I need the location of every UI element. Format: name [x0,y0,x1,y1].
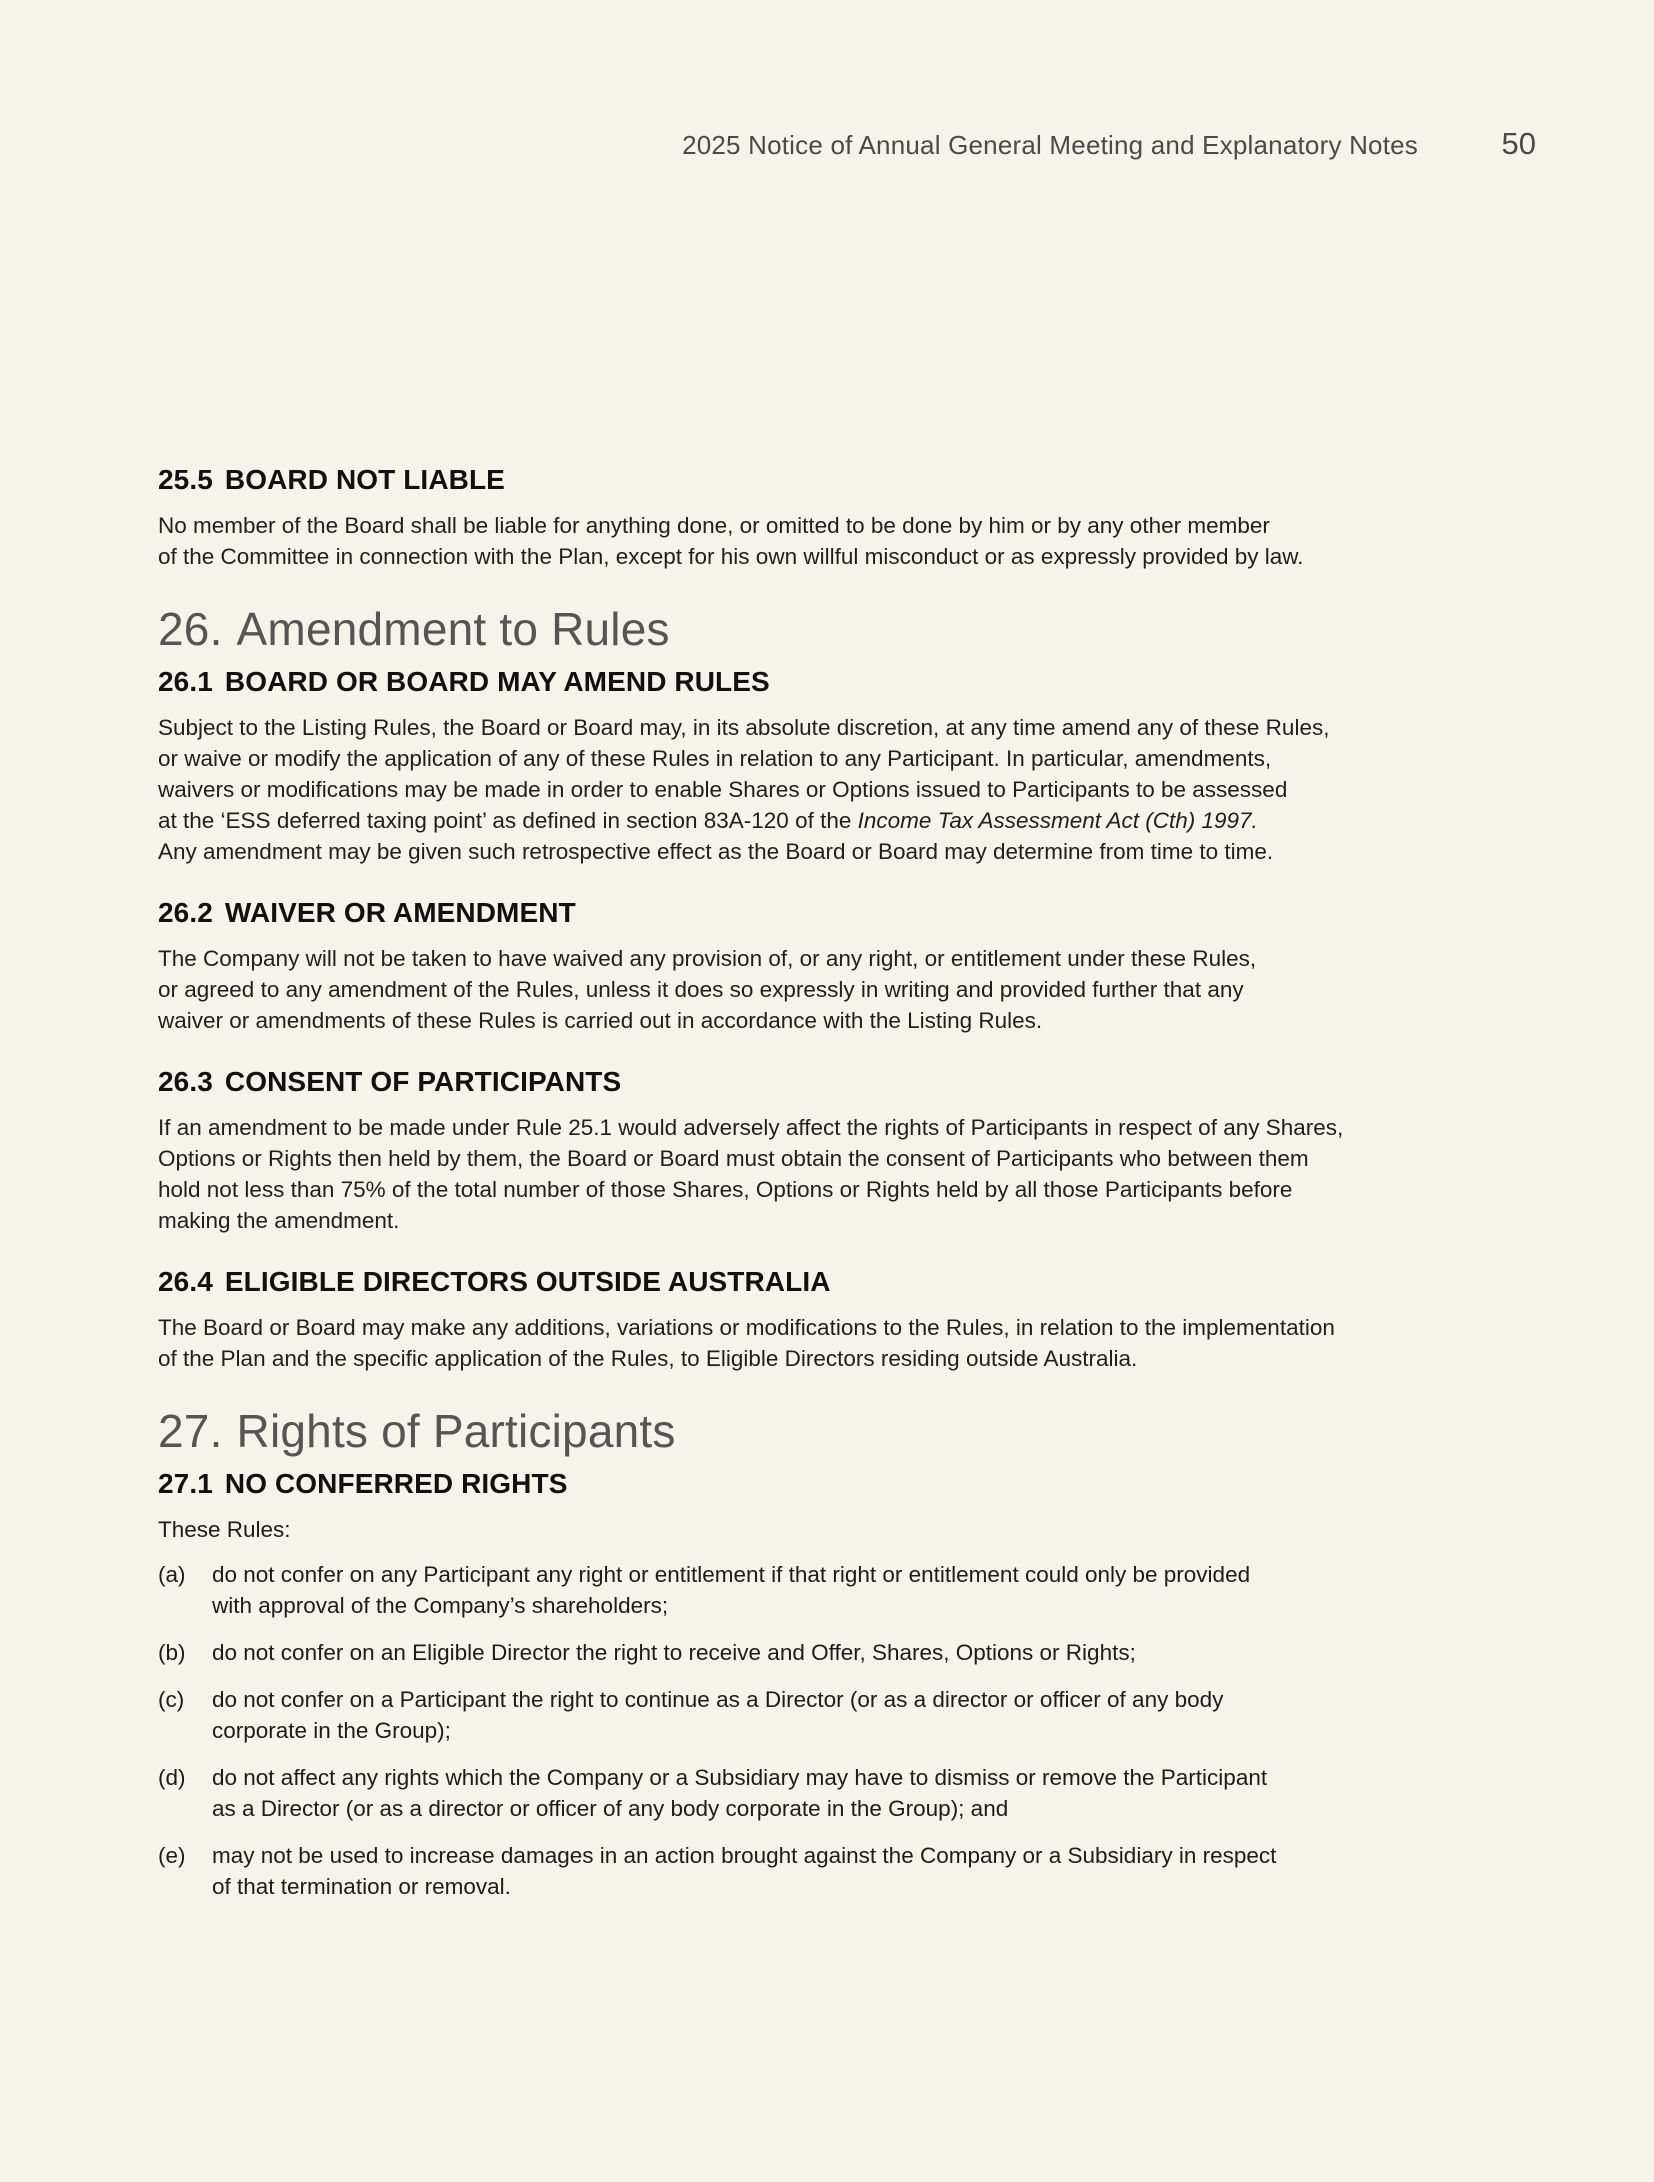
text-line: do not affect any rights which the Company or a Subsidiary may have to dismiss or remove the Participant [212,1765,1268,1790]
subsection-number: 26.3 [158,1066,213,1097]
subsection-heading-25-5 [158,464,1498,496]
section-heading-27 [158,1404,1498,1458]
list-item-label: (c) [158,1687,185,1712]
subsection-number: 25.5 [158,464,213,495]
list-item-label: (a) [158,1562,186,1587]
document-body [158,464,1498,1918]
text-line: corporate in the Group); [212,1718,451,1743]
subsection-number: 26.4 [158,1266,213,1297]
subsection-title: BOARD OR BOARD MAY AMEND RULES [224,666,770,697]
text-line: or agreed to any amendment of the Rules, unless it does so expressly in writing and provided further that any [158,977,1244,1002]
subsection-title: NO CONFERRED RIGHTS [224,1468,568,1499]
section-heading-26 [158,602,1498,656]
text-line: with approval of the Company’s shareholders; [212,1593,669,1618]
subsection-number: 26.1 [158,666,213,697]
section-number: 26. [158,603,223,655]
document-title: 2025 Notice of Annual General Meeting and Explanatory Notes [682,130,1418,160]
list-item-text [212,1840,1276,1902]
section-title: Rights of Participants [236,1405,676,1457]
text-line: do not confer on a Participant the right to continue as a Director (or as a director or officer of any body [212,1687,1224,1712]
text-line: Any amendment may be given such retrospective effect as the Board or Board may determine from time to time. [158,839,1274,864]
subsection-title: WAIVER OR AMENDMENT [224,897,576,928]
list-item-text [212,1762,1267,1824]
page-number: 50 [1501,126,1536,161]
text-line: hold not less than 75% of the total number of those Shares, Options or Rights held by all those Participants before [158,1177,1293,1202]
list-item [158,1762,1498,1824]
text-line: do not confer on an Eligible Director the right to receive and Offer, Shares, Options or Rights; [212,1640,1136,1665]
paragraph-26-4 [158,1312,1498,1374]
subsection-title: CONSENT OF PARTICIPANTS [224,1066,622,1097]
text-line: of the Plan and the specific application of the Rules, to Eligible Directors residing outside Australia. [158,1346,1138,1371]
paragraph-26-1 [158,712,1498,867]
text-line: waiver or amendments of these Rules is carried out in accordance with the Listing Rules. [158,1008,1043,1033]
text-line: making the amendment. [158,1208,400,1233]
subsection-heading-27-1 [158,1468,1498,1500]
list-item-text [212,1637,1136,1668]
text-line: or waive or modify the application of any of these Rules in relation to any Participant. In particular, amendments, [158,746,1272,771]
subsection-heading-26-1 [158,666,1498,698]
list-item [158,1684,1498,1746]
list-item [158,1840,1498,1902]
paragraph-26-3 [158,1112,1498,1236]
text-line: of that termination or removal. [212,1874,511,1899]
subsection-number: 27.1 [158,1468,213,1499]
list-intro: These Rules: [158,1517,291,1542]
subsection-heading-26-4 [158,1266,1498,1298]
section-title: Amendment to Rules [236,603,670,655]
list-item-label: (e) [158,1843,186,1868]
text-line: waivers or modifications may be made in order to enable Shares or Options issued to Participants to be assessed [158,777,1288,802]
text-segment: at the ‘ESS deferred taxing point’ as defined in section 83A-120 of the [158,808,858,833]
text-line: may not be used to increase damages in an action brought against the Company or a Subsidiary in respect [212,1843,1277,1868]
text-line: do not confer on any Participant any right or entitlement if that right or entitlement could only be provided [212,1562,1251,1587]
list-item [158,1637,1498,1668]
paragraph-25-5 [158,510,1498,572]
page-header [0,126,1654,166]
text-line: as a Director (or as a director or officer of any body corporate in the Group); and [212,1796,1009,1821]
section-number: 27. [158,1405,223,1457]
text-line: The Company will not be taken to have waived any provision of, or any right, or entitlement under these Rules, [158,946,1257,971]
text-line: of the Committee in connection with the Plan, except for his own willful misconduct or as expressly provided by law. [158,544,1304,569]
subsection-heading-26-3 [158,1066,1498,1098]
subsection-number: 26.2 [158,897,213,928]
subsection-title: BOARD NOT LIABLE [224,464,505,495]
list-item-text [212,1684,1223,1746]
text-line: Subject to the Listing Rules, the Board or Board may, in its absolute discretion, at any time amend any of these Rules, [158,715,1330,740]
act-title-italic: Income Tax Assessment Act (Cth) 1997. [857,808,1258,833]
list-item-text [212,1559,1250,1621]
text-line: Options or Rights then held by them, the Board or Board must obtain the consent of Participants who between them [158,1146,1309,1171]
subsection-heading-26-2 [158,897,1498,929]
text-line: No member of the Board shall be liable for anything done, or omitted to be done by him or by any other member [158,513,1270,538]
text-line: The Board or Board may make any additions, variations or modifications to the Rules, in relation to the implementation [158,1315,1335,1340]
text-line [158,805,1498,836]
list-item [158,1559,1498,1621]
subsection-title: ELIGIBLE DIRECTORS OUTSIDE AUSTRALIA [224,1266,831,1297]
rights-list [158,1559,1498,1902]
list-item-label: (b) [158,1640,186,1665]
list-item-label: (d) [158,1765,186,1790]
text-line: If an amendment to be made under Rule 25.1 would adversely affect the rights of Participants in respect of any Shares, [158,1115,1344,1140]
paragraph-26-2 [158,943,1498,1036]
